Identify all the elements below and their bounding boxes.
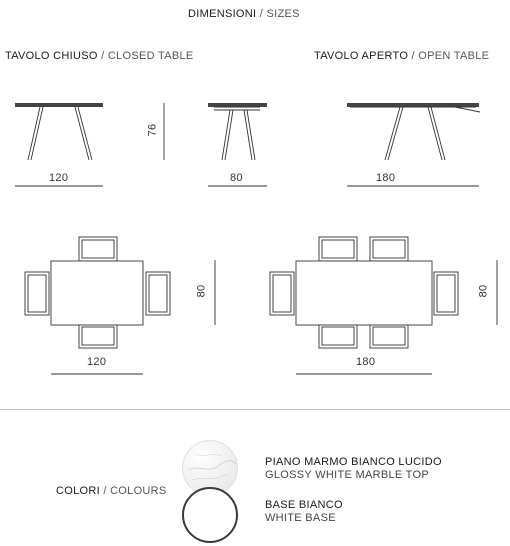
closed-table-side-view <box>208 103 267 160</box>
colours-label-sub: COLOURS <box>110 485 167 497</box>
colours-separator: / <box>103 485 107 497</box>
open-width-value: 180 <box>376 172 396 184</box>
top-color-name-it: PIANO MARMO BIANCO LUCIDO <box>265 456 442 468</box>
white-base-swatch <box>182 487 238 543</box>
closed-table-separator: / <box>101 50 105 62</box>
closed-height-value: 76 <box>146 123 159 137</box>
base-color-name-it: BASE BIANCO <box>265 499 343 511</box>
closed-plan-depth-value: 80 <box>195 284 208 298</box>
open-table-separator: / <box>411 50 415 62</box>
open-table-label-sub: OPEN TABLE <box>418 50 490 62</box>
open-table-plan-view <box>270 237 458 348</box>
closed-table-plan-view <box>25 237 170 348</box>
colours-label <box>56 485 167 497</box>
closed-plan-width-value: 120 <box>87 356 107 368</box>
colours-label-main: COLORI <box>56 485 100 497</box>
section-divider <box>0 409 510 410</box>
closed-width-value: 120 <box>49 172 69 184</box>
closed-table-label-main: TAVOLO CHIUSO <box>5 50 98 62</box>
base-color-name-en: WHITE BASE <box>265 512 336 524</box>
open-plan-width-value: 180 <box>356 356 376 368</box>
title-sub: SIZES <box>266 8 300 20</box>
open-table-label-main: TAVOLO APERTO <box>314 50 409 62</box>
closed-table-front-view <box>15 103 103 160</box>
title-main: DIMENSIONI <box>188 8 257 20</box>
open-plan-depth-value: 80 <box>477 284 490 298</box>
open-table-front-view <box>347 103 480 160</box>
closed-depth-value: 80 <box>230 172 243 184</box>
top-color-name-en: GLOSSY WHITE MARBLE TOP <box>265 469 429 481</box>
closed-table-label-sub: CLOSED TABLE <box>107 50 194 62</box>
title-separator: / <box>259 8 264 20</box>
